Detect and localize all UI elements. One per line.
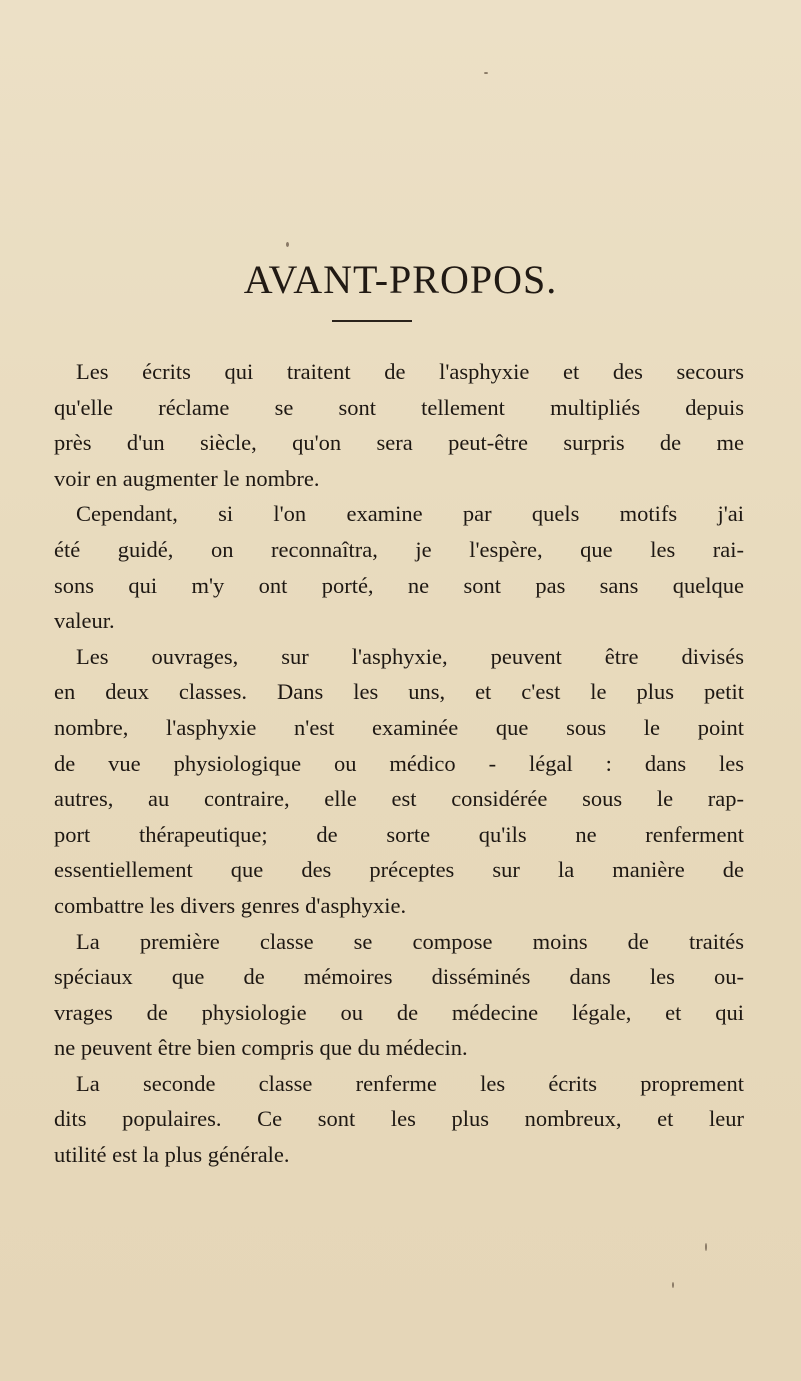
- paper-speck: [672, 1282, 674, 1288]
- text-line: spéciaux que de mémoires disséminés dans les ou-: [54, 964, 744, 990]
- paper-speck: [705, 1243, 707, 1251]
- text-line: près d'un siècle, qu'on sera peut-être surpris de me: [54, 430, 744, 456]
- text-line: de vue physiologique ou médico - légal : dans les: [54, 750, 744, 776]
- text-line: Cependant, si l'on examine par quels motifs j'ai: [76, 501, 744, 527]
- text-line: nombre, l'asphyxie n'est examinée que sous le point: [54, 714, 744, 740]
- text-line: valeur.: [54, 608, 115, 634]
- text-line: utilité est la plus générale.: [54, 1142, 290, 1168]
- text-line: port thérapeutique; de sorte qu'ils ne renferment: [54, 821, 744, 847]
- text-line: combattre les divers genres d'asphyxie.: [54, 892, 407, 918]
- body-text: [54, 354, 744, 1173]
- text-line: sons qui m'y ont porté, ne sont pas sans quelque: [54, 572, 744, 598]
- text-line: essentiellement que des préceptes sur la manière de: [54, 857, 744, 883]
- page-title: AVANT-PROPOS.: [243, 257, 558, 302]
- text-line: en deux classes. Dans les uns, et c'est le plus petit: [54, 679, 744, 705]
- text-line: Les écrits qui traitent de l'asphyxie et des secours: [76, 359, 744, 384]
- text-line: vrages de physiologie ou de médecine légale, et qui: [54, 999, 744, 1025]
- text-line: Les ouvrages, sur l'asphyxie, peuvent être divisés: [76, 643, 744, 669]
- text-line: été guidé, on reconnaîtra, je l'espère, que les rai-: [54, 536, 744, 562]
- text-line: La première classe se compose moins de traités: [76, 928, 744, 954]
- text-line: voir en augmenter le nombre.: [54, 465, 320, 491]
- text-line: autres, au contraire, elle est considérée sous le rap-: [54, 786, 744, 812]
- text-line: dits populaires. Ce sont les plus nombreux, et leur: [54, 1106, 744, 1132]
- paper-speck: [286, 242, 289, 247]
- text-line: qu'elle réclame se sont tellement multipliés depuis: [54, 394, 744, 420]
- paper-speck: [484, 72, 488, 74]
- title-divider: [332, 320, 412, 322]
- text-line: ne peuvent être bien compris que du médecin.: [54, 1035, 468, 1061]
- text-line: La seconde classe renferme les écrits proprement: [76, 1070, 744, 1096]
